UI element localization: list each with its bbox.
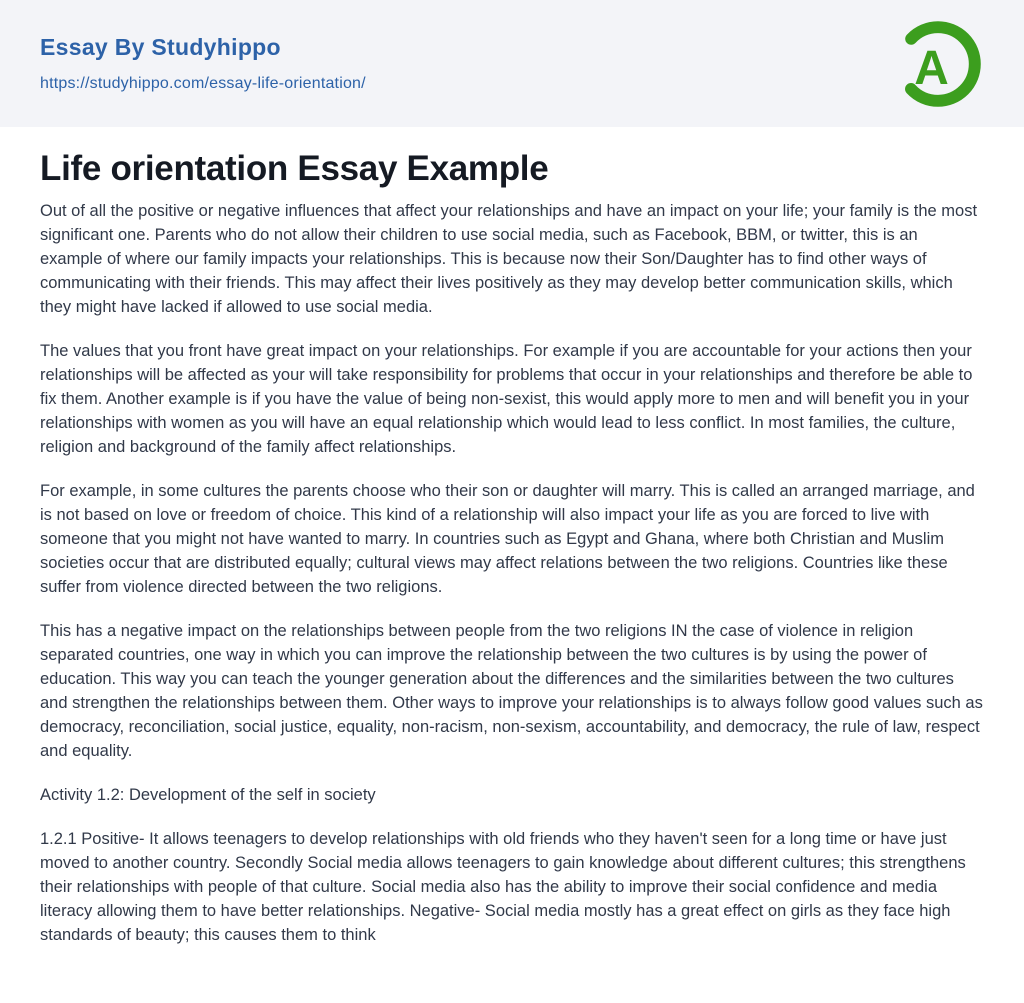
studyhippo-logo-icon bbox=[892, 18, 984, 110]
source-url-link[interactable]: https://studyhippo.com/essay-life-orientation/ bbox=[40, 74, 366, 92]
essay-paragraph-5: 1.2.1 Positive- It allows teenagers to develop relationships with old friends who they haven't seen for a long time or have just moved to another country. Secondly Social media allows teenagers to gain knowledge about different cultures; this strengthens their relationships with people of that culture. Social media also has the ability to improve their social confidence and media literacy allowing them to have better relationships. Negative- Social media mostly has a great effect on girls as they face high standards of beauty; this causes them to think bbox=[40, 830, 966, 945]
essay-title: Life orientation Essay Example bbox=[40, 149, 549, 188]
header bbox=[0, 0, 1024, 127]
essay-paragraph-2: The values that you front have great impact on your relationships. For example if you are accountable for your actions then your relationships will be affected as your will take responsibility for problems that occur in your relationships and therefore be able to fix them. Another example is if you have the value of being non-sexist, this would apply more to men and will benefit you in your relationships with women as you will have an equal relationship which would lead to less conflict. In most families, the culture, religion and background of the family affect relationships. bbox=[40, 342, 973, 457]
essay-content bbox=[0, 127, 1024, 947]
essay-paragraph-1: Out of all the positive or negative influences that affect your relationships and have an impact on your life; your family is the most significant one. Parents who do not allow their children to use social media, such as Facebook, BBM, or twitter, this is an example of where our family impacts your relationships. This is because now their Son/Daughter has to find other ways of communicating with their friends. This may affect their lives positively as they may develop better communication skills, which they might have lacked if allowed to use social media. bbox=[40, 202, 978, 317]
logo-letter: A bbox=[914, 41, 949, 95]
header-text-block bbox=[40, 34, 366, 93]
site-title: Essay By Studyhippo bbox=[40, 34, 281, 61]
essay-paragraph-4: This has a negative impact on the relationships between people from the two religions IN the case of violence in religion separated countries, one way in which you can improve the relationship between the two cultures is by using the power of education. This way you can teach the younger generation about the differences and the similarities between the two cultures and strengthen the relationships between them. Other ways to improve your relationships is to always follow good values such as democracy, reconciliation, social justice, equality, non-racism, non-sexism, accountability, and democracy, the rule of law, respect and equality. bbox=[40, 622, 983, 761]
essay-activity-heading: Activity 1.2: Development of the self in society bbox=[40, 786, 376, 805]
essay-paragraph-3: For example, in some cultures the parents choose who their son or daughter will marry. This is called an arranged marriage, and is not based on love or freedom of choice. This kind of a relationship will also impact your life as you are forced to live with someone that you might not have wanted to marry. In countries such as Egypt and Ghana, where both Christian and Muslim societies occur that are distributed equally; cultural views may affect relations between the two religions. Countries like these suffer from violence directed between the two religions. bbox=[40, 482, 975, 597]
